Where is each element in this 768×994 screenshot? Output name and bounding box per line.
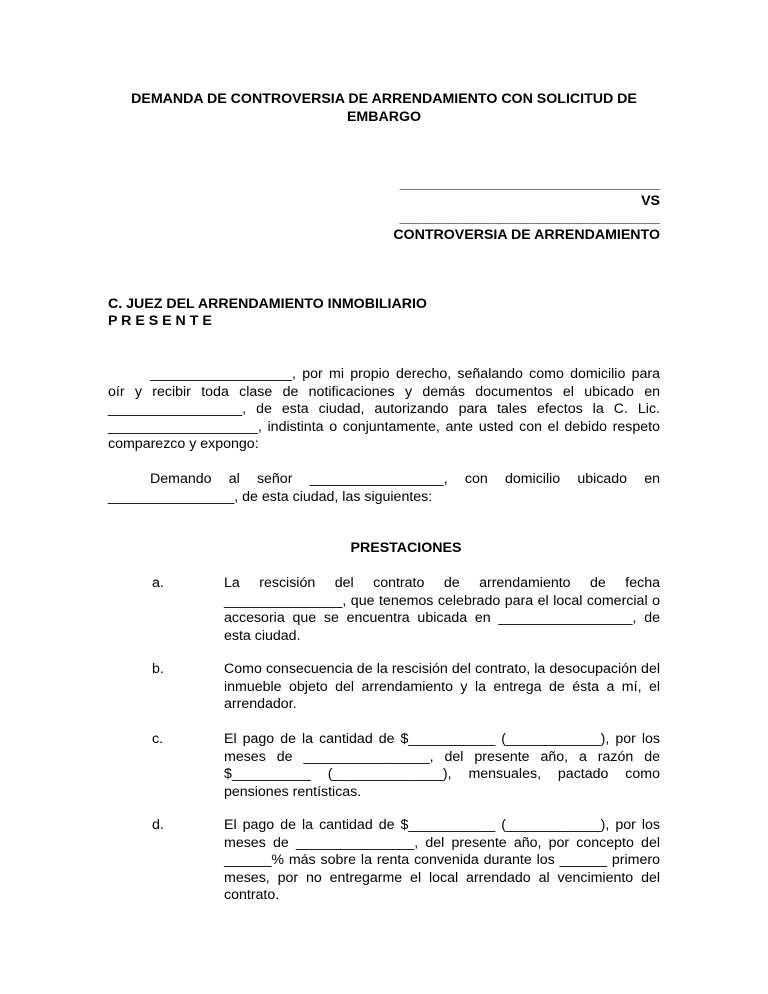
defendant-blank: _________________________________ bbox=[399, 210, 660, 226]
document-title bbox=[108, 90, 660, 126]
item-text: La rescisión del contrato de arrendamiento de fecha _______________, que tenemos celebrado para el local comercial o accesoria que se encuentra ubicada en _________________, de esta ciudad. bbox=[224, 575, 660, 644]
title-line-1: DEMANDA DE CONTROVERSIA DE ARRENDAMIENTO CON SOLICITUD DE bbox=[131, 91, 637, 107]
case-caption bbox=[376, 176, 660, 244]
item-text: El pago de la cantidad de $___________ (____________), por los meses de _______________, del presente año, por concepto del ______% más sobre la renta convenida durante los ______ primero meses, por no entregarme el local arrendado al vencimiento del contrato. bbox=[224, 817, 660, 904]
demand-paragraph-text: Demando al señor _________________, con domicilio ubicado en ________________, de esta ciudad, las siguientes: bbox=[108, 471, 660, 505]
addressee bbox=[108, 296, 427, 330]
addressee-present: P R E S E N T E bbox=[108, 313, 212, 329]
section-title: PRESTACIONES bbox=[350, 540, 462, 556]
item-text: El pago de la cantidad de $___________ (____________), por los meses de ________________, del presente año, a razón de $__________ (______________), mensuales, pactado como pensiones rentísticas. bbox=[224, 731, 660, 800]
item-letter: b. bbox=[152, 661, 164, 677]
addressee-judge: C. JUEZ DEL ARRENDAMIENTO INMOBILIARIO bbox=[108, 296, 427, 312]
intro-paragraph bbox=[108, 366, 660, 454]
versus-label: VS bbox=[641, 193, 660, 209]
item-letter: d. bbox=[152, 817, 164, 833]
demand-paragraph bbox=[108, 471, 660, 506]
item-letter: c. bbox=[152, 731, 164, 747]
item-text: Como consecuencia de la rescisión del contrato, la desocupación del inmueble objeto del arrendamiento y la entrega de ésta a mí, el arrendador. bbox=[224, 661, 660, 713]
plaintiff-blank: _________________________________ bbox=[399, 176, 660, 192]
title-line-2: EMBARGO bbox=[346, 109, 422, 125]
item-letter: a. bbox=[152, 575, 164, 591]
case-type: CONTROVERSIA DE ARRENDAMIENTO bbox=[393, 227, 660, 243]
intro-paragraph-text: __________________, por mi propio derecho, señalando como domicilio para oír y recibir toda clase de notificaciones y demás documentos el ubicado en _________________, de esta ciudad, autorizando para tales efectos la C. Lic. ___________________, indistinta o conjuntamente, ante usted con el debido respeto comparezco y expongo: bbox=[108, 366, 660, 453]
